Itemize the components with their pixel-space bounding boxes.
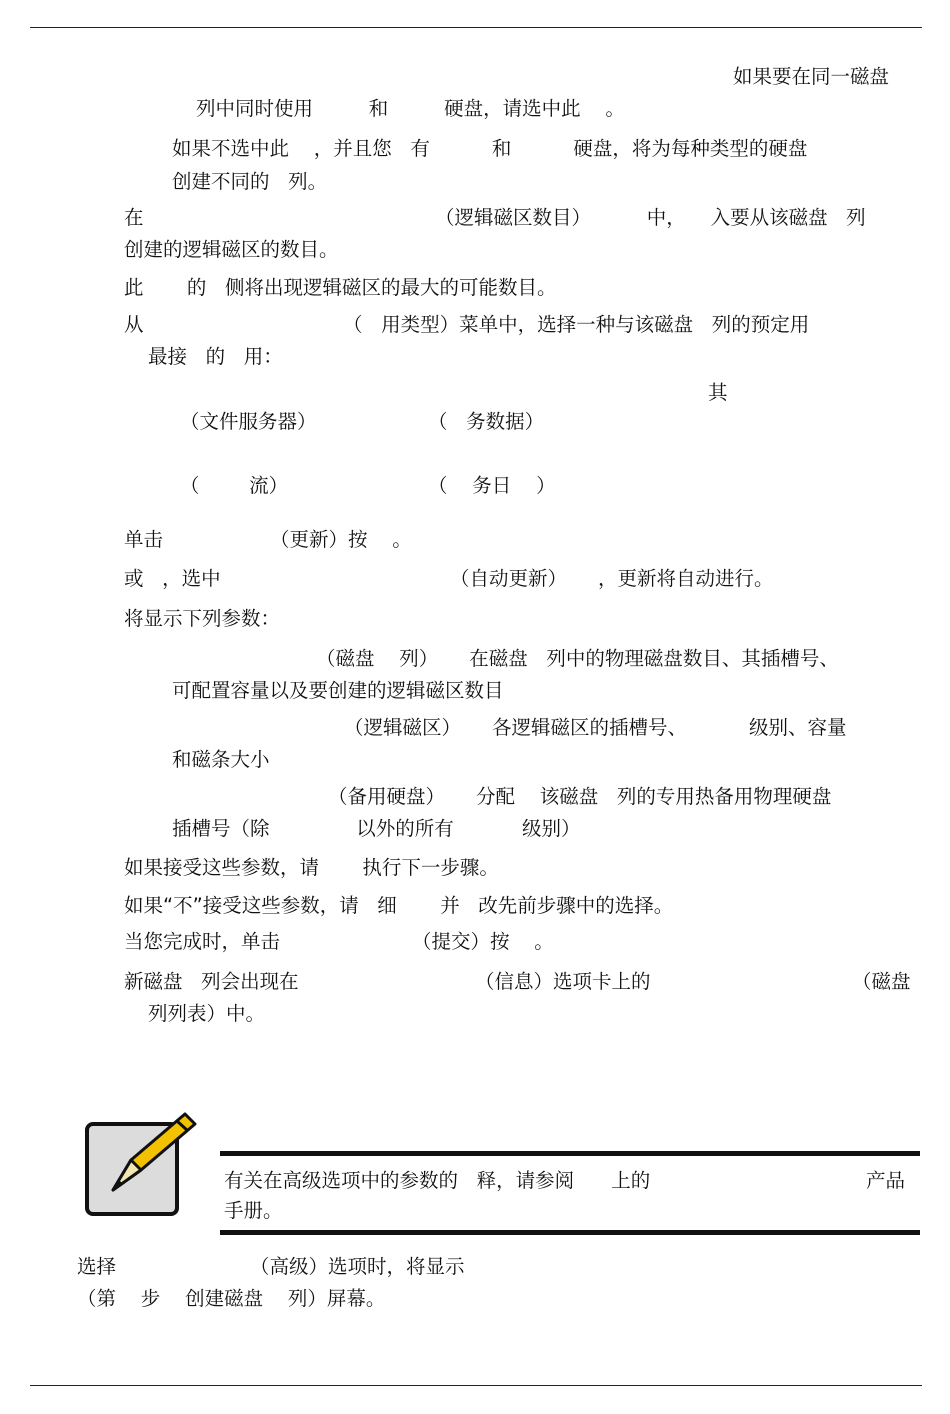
text-line: 最接 的 用： — [148, 345, 283, 368]
text-line: 如果不选中此 ，并且您 有 和 硬盘，将为每种类型的硬盘 — [172, 137, 808, 160]
text-line: 从 — [124, 313, 144, 336]
text-line: （ 务日 ） — [428, 474, 556, 497]
text-line: 此 的 侧将出现逻辑磁区的最大的可能数目。 — [124, 276, 557, 299]
note-text-line: 产品 — [866, 1169, 906, 1192]
text-line: （文件服务器） — [180, 410, 317, 433]
text-line: （磁盘 — [852, 970, 911, 993]
note-top-rule — [220, 1151, 920, 1156]
text-line: 创建不同的 列。 — [172, 170, 328, 193]
text-line: （ 用类型）菜单中，选择一种与该磁盘 列的预定用 — [343, 313, 810, 336]
text-line: 列列表）中。 — [148, 1002, 266, 1025]
text-line: 列中同时使用 和 硬盘，请选中此 。 — [196, 97, 625, 120]
text-line: 在 — [124, 206, 144, 229]
text-line: 单击 — [124, 528, 164, 551]
note-text-line: 手册。 — [224, 1199, 283, 1222]
text-line: （第 步 创建磁盘 列）屏幕。 — [77, 1287, 386, 1310]
text-line: 和磁条大小 — [172, 748, 270, 771]
note-bottom-rule — [220, 1230, 920, 1235]
top-rule — [30, 27, 922, 28]
text-line: （更新）按 。 — [270, 528, 412, 551]
text-line: 选择 — [77, 1255, 117, 1278]
text-line: 可配置容量以及要创建的逻辑磁区数目 — [172, 679, 504, 702]
text-line: （自动更新） ，更新将自动进行。 — [450, 567, 774, 590]
text-line: （逻辑磁区） 各逻辑磁区的插槽号、 级别、容量 — [344, 716, 847, 739]
pencil-icon — [85, 1108, 205, 1198]
note-text-line: 有关在高级选项中的参数的 释，请参阅 上的 — [224, 1169, 651, 1192]
bottom-rule — [30, 1385, 922, 1386]
text-line: （ 务数据） — [428, 410, 545, 433]
text-line: 当您完成时，单击 — [124, 930, 281, 953]
text-line: （高级）选项时，将显示 — [250, 1255, 465, 1278]
text-line: 如果接受这些参数，请 执行下一步骤。 — [124, 856, 499, 879]
text-line: 其 — [708, 381, 728, 404]
text-line: （备用硬盘） 分配 该磁盘 列的专用热备用物理硬盘 — [328, 785, 832, 808]
text-line: （提交）按 。 — [412, 930, 554, 953]
text-line: （ 流） — [180, 474, 289, 497]
text-line: 将显示下列参数： — [124, 607, 281, 630]
text-line: 新磁盘 列会出现在 — [124, 970, 299, 993]
text-line: 如果要在同一磁盘 — [733, 65, 890, 88]
text-line: （逻辑磁区数目） 中， 入要从该磁盘 列 — [435, 206, 866, 229]
text-line: 如果“不”接受这些参数，请 细 并 改先前步骤中的选择。 — [124, 894, 674, 917]
text-line: 或 ，选中 — [124, 567, 221, 590]
text-line: （磁盘 列） 在磁盘 列中的物理磁盘数目、其插槽号、 — [316, 647, 839, 670]
text-line: （信息）选项卡上的 — [475, 970, 651, 993]
text-line: 插槽号（除 以外的所有 级别） — [172, 817, 581, 840]
text-line: 创建的逻辑磁区的数目。 — [124, 238, 339, 261]
